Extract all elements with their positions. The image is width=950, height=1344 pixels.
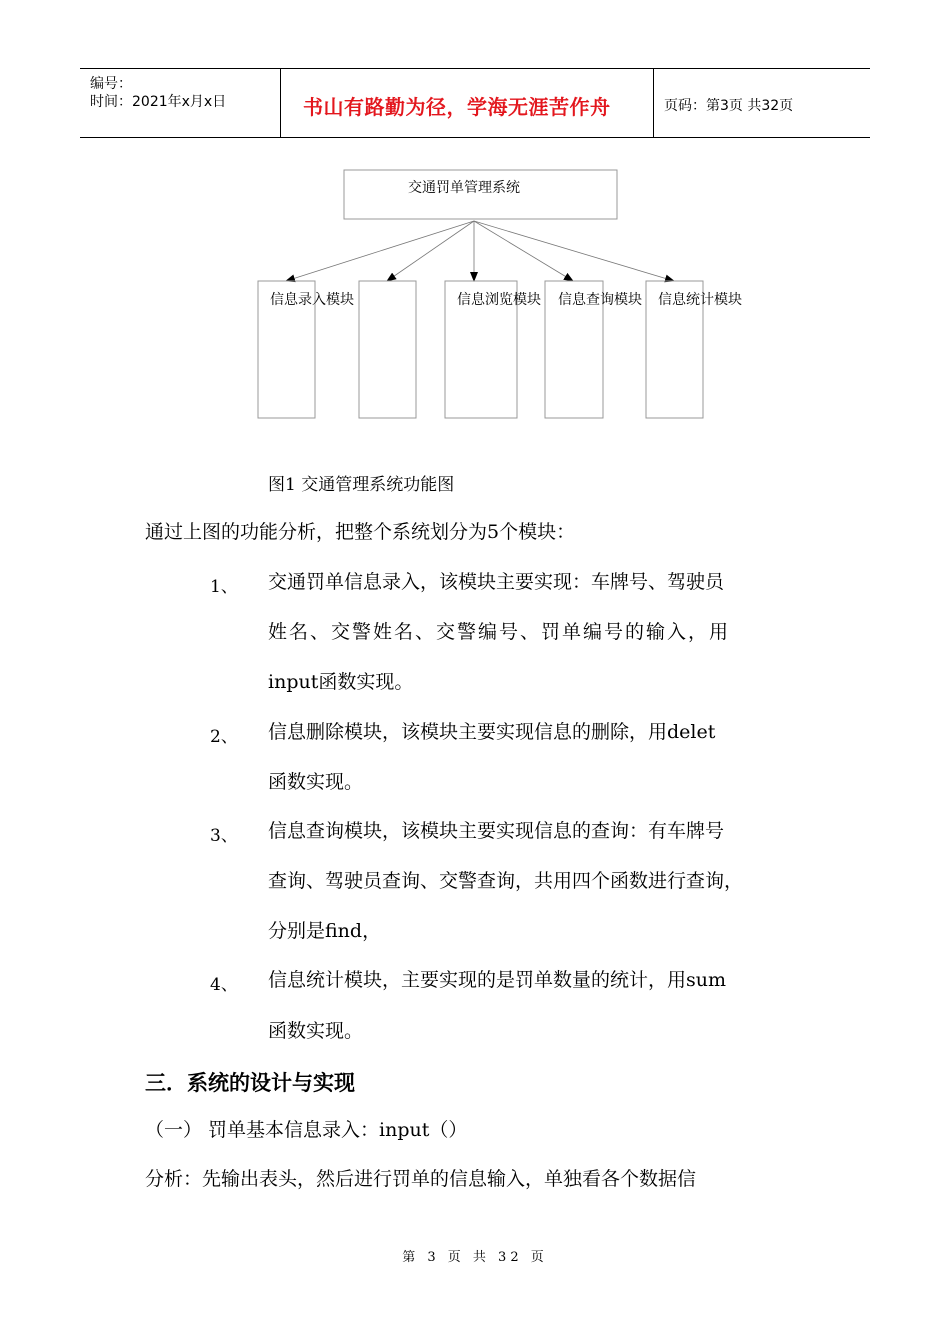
figure-caption: 图1 交通管理系统功能图	[268, 475, 455, 495]
edge-4	[474, 221, 573, 281]
page-footer	[0, 1246, 950, 1265]
edge-2	[387, 221, 474, 281]
intro-paragraph: 通过上图的功能分析，把整个系统划分为5个模块：	[145, 521, 576, 543]
child-label-4: 信息查询模块	[558, 292, 642, 308]
function-diagram	[0, 0, 950, 440]
item-3-line-3: 分别是find，	[268, 920, 382, 942]
edge-5	[474, 221, 674, 281]
footer-page-number: 第 3 页 共 32 页	[402, 1250, 548, 1265]
number-label: 编号：	[90, 76, 132, 92]
child-box-2	[359, 281, 416, 418]
page-info: 页码：第3页 共32页	[664, 98, 794, 114]
item-4-line-1: 信息统计模块，主要实现的是罚单数量的统计，用sum	[268, 969, 727, 991]
root-label: 交通罚单管理系统	[408, 180, 520, 196]
section-heading: 三．系统的设计与实现	[145, 1071, 355, 1095]
item-1-line-2: 姓名、交警姓名、交警编号、罚单编号的输入，用	[268, 621, 731, 643]
item-4-line-2: 函数实现。	[268, 1020, 364, 1042]
item-3-line-2: 查询、驾驶员查询、交警查询，共用四个函数进行查询，	[268, 870, 744, 892]
diagram-lines	[0, 0, 950, 440]
edge-1	[286, 221, 474, 281]
item-2-line-2: 函数实现。	[268, 771, 364, 793]
subheading: （一） 罚单基本信息录入：input（）	[145, 1119, 468, 1141]
item-1-line-1: 交通罚单信息录入，该模块主要实现：车牌号、驾驶员	[268, 571, 725, 593]
child-label-5: 信息统计模块	[658, 292, 742, 308]
item-3-number: 3、	[210, 826, 238, 846]
item-2-number: 2、	[210, 727, 238, 747]
item-3-line-1: 信息查询模块，该模块主要实现信息的查询：有车牌号	[268, 820, 725, 842]
item-2-line-1: 信息删除模块，该模块主要实现信息的删除，用delet	[268, 721, 716, 743]
child-label-1: 信息录入模块	[270, 292, 354, 308]
child-label-3: 信息浏览模块	[457, 292, 541, 308]
motto-text: 书山有路勤为径，学海无涯苦作舟	[303, 95, 611, 119]
item-1-line-3: input函数实现。	[268, 671, 414, 693]
item-1-number: 1、	[210, 577, 238, 597]
item-4-number: 4、	[210, 975, 238, 995]
time-label: 时间：2021年x月x日	[90, 94, 227, 110]
analysis-paragraph: 分析：先输出表头，然后进行罚单的信息输入，单独看各个数据信	[145, 1168, 697, 1190]
